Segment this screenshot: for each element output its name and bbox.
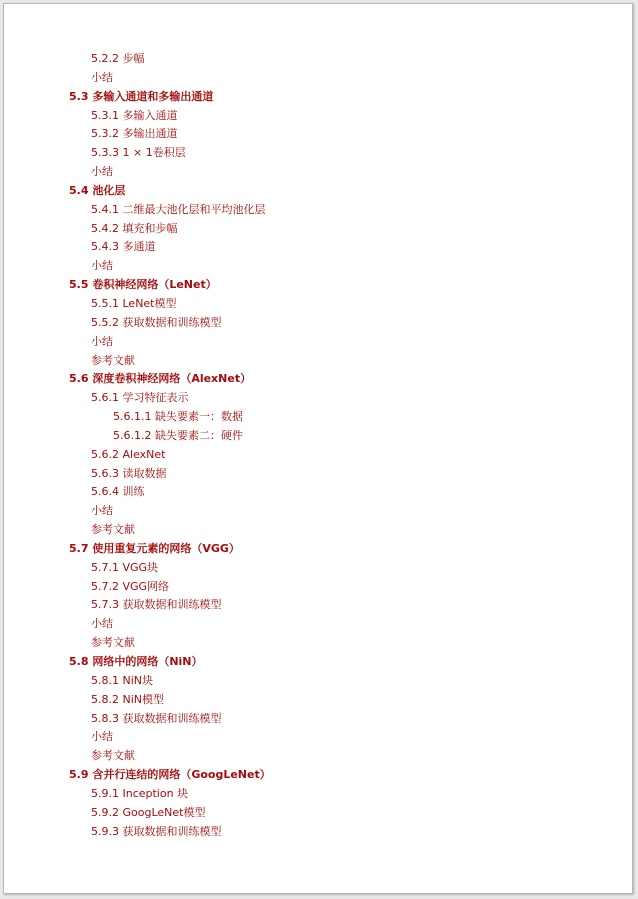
toc-subsection-link[interactable]: 5.4.3 多通道 [91, 240, 156, 254]
toc-subsection-link[interactable]: 5.6.3 读取数据 [91, 466, 167, 480]
toc-subsection-link[interactable]: 5.8.2 NiN模型 [91, 692, 164, 706]
toc-section-link[interactable]: 5.4 池化层 [69, 183, 126, 197]
toc-section-link[interactable]: 5.8 网络中的网络（NiN） [69, 655, 203, 668]
toc-subsection-link[interactable]: 5.6.2 AlexNet [91, 447, 166, 461]
toc-subsection-link[interactable]: 5.3.3 1 × 1卷积层 [91, 146, 186, 160]
toc-section-link[interactable]: 5.6 深度卷积神经网络（AlexNet） [69, 372, 252, 386]
toc-subsection-link[interactable]: 5.9.3 获取数据和训练模型 [91, 824, 222, 838]
document-page [3, 3, 633, 894]
toc-subsection-link[interactable]: 参考文献 [91, 353, 135, 367]
toc-section-link[interactable]: 5.5 卷积神经网络（LeNet） [69, 278, 217, 292]
toc-subsubsection-link[interactable]: 5.6.1.1 缺失要素一：数据 [113, 410, 243, 424]
toc-subsection-link[interactable]: 小结 [91, 259, 113, 273]
toc-subsubsection-link[interactable]: 5.6.1.2 缺失要素二：硬件 [113, 428, 243, 442]
toc-subsection-link[interactable]: 小结 [91, 730, 113, 744]
toc-subsection-link[interactable]: 参考文献 [91, 749, 135, 763]
toc-subsection-link[interactable]: 参考文献 [91, 636, 135, 650]
toc-section-link[interactable]: 5.3 多输入通道和多输出通道 [69, 89, 214, 103]
toc-section-link[interactable]: 5.9 含并行连结的网络（GoogLeNet） [69, 768, 271, 782]
toc-subsection-link[interactable]: 5.3.1 多输入通道 [91, 108, 178, 122]
toc-subsection-link[interactable]: 5.8.1 NiN块 [91, 673, 153, 687]
toc-subsection-link[interactable]: 5.7.3 获取数据和训练模型 [91, 598, 222, 612]
toc-subsection-link[interactable]: 5.3.2 多输出通道 [91, 127, 178, 141]
toc-subsection-link[interactable]: 5.6.4 训练 [91, 485, 145, 499]
toc-subsection-link[interactable]: 5.7.1 VGG块 [91, 560, 159, 574]
toc-subsection-link[interactable]: 5.5.1 LeNet模型 [91, 296, 177, 310]
toc-subsection-link[interactable]: 5.4.1 二维最大池化层和平均池化层 [91, 202, 266, 216]
toc-subsection-link[interactable]: 5.2.2 步幅 [91, 52, 145, 65]
toc-subsection-link[interactable]: 小结 [91, 617, 113, 631]
toc-subsection-link[interactable]: 参考文献 [91, 523, 135, 537]
toc-subsection-link[interactable]: 5.9.1 Inception 块 [91, 786, 189, 800]
table-of-contents [4, 50, 632, 841]
toc-section-link[interactable]: 5.7 使用重复元素的网络（VGG） [69, 541, 240, 555]
toc-subsection-link[interactable]: 5.5.2 获取数据和训练模型 [91, 315, 222, 329]
toc-subsection-link[interactable]: 5.8.3 获取数据和训练模型 [91, 711, 222, 725]
toc-subsection-link[interactable]: 5.4.2 填充和步幅 [91, 221, 178, 235]
toc-subsection-link[interactable]: 小结 [91, 70, 113, 84]
toc-subsection-link[interactable]: 5.7.2 VGG网络 [91, 579, 170, 593]
toc-subsection-link[interactable]: 小结 [91, 165, 113, 179]
toc-subsection-link[interactable]: 5.9.2 GoogLeNet模型 [91, 805, 206, 819]
toc-subsection-link[interactable]: 小结 [91, 334, 113, 348]
toc-subsection-link[interactable]: 5.6.1 学习特征表示 [91, 391, 189, 405]
toc-subsection-link[interactable]: 小结 [91, 504, 113, 518]
